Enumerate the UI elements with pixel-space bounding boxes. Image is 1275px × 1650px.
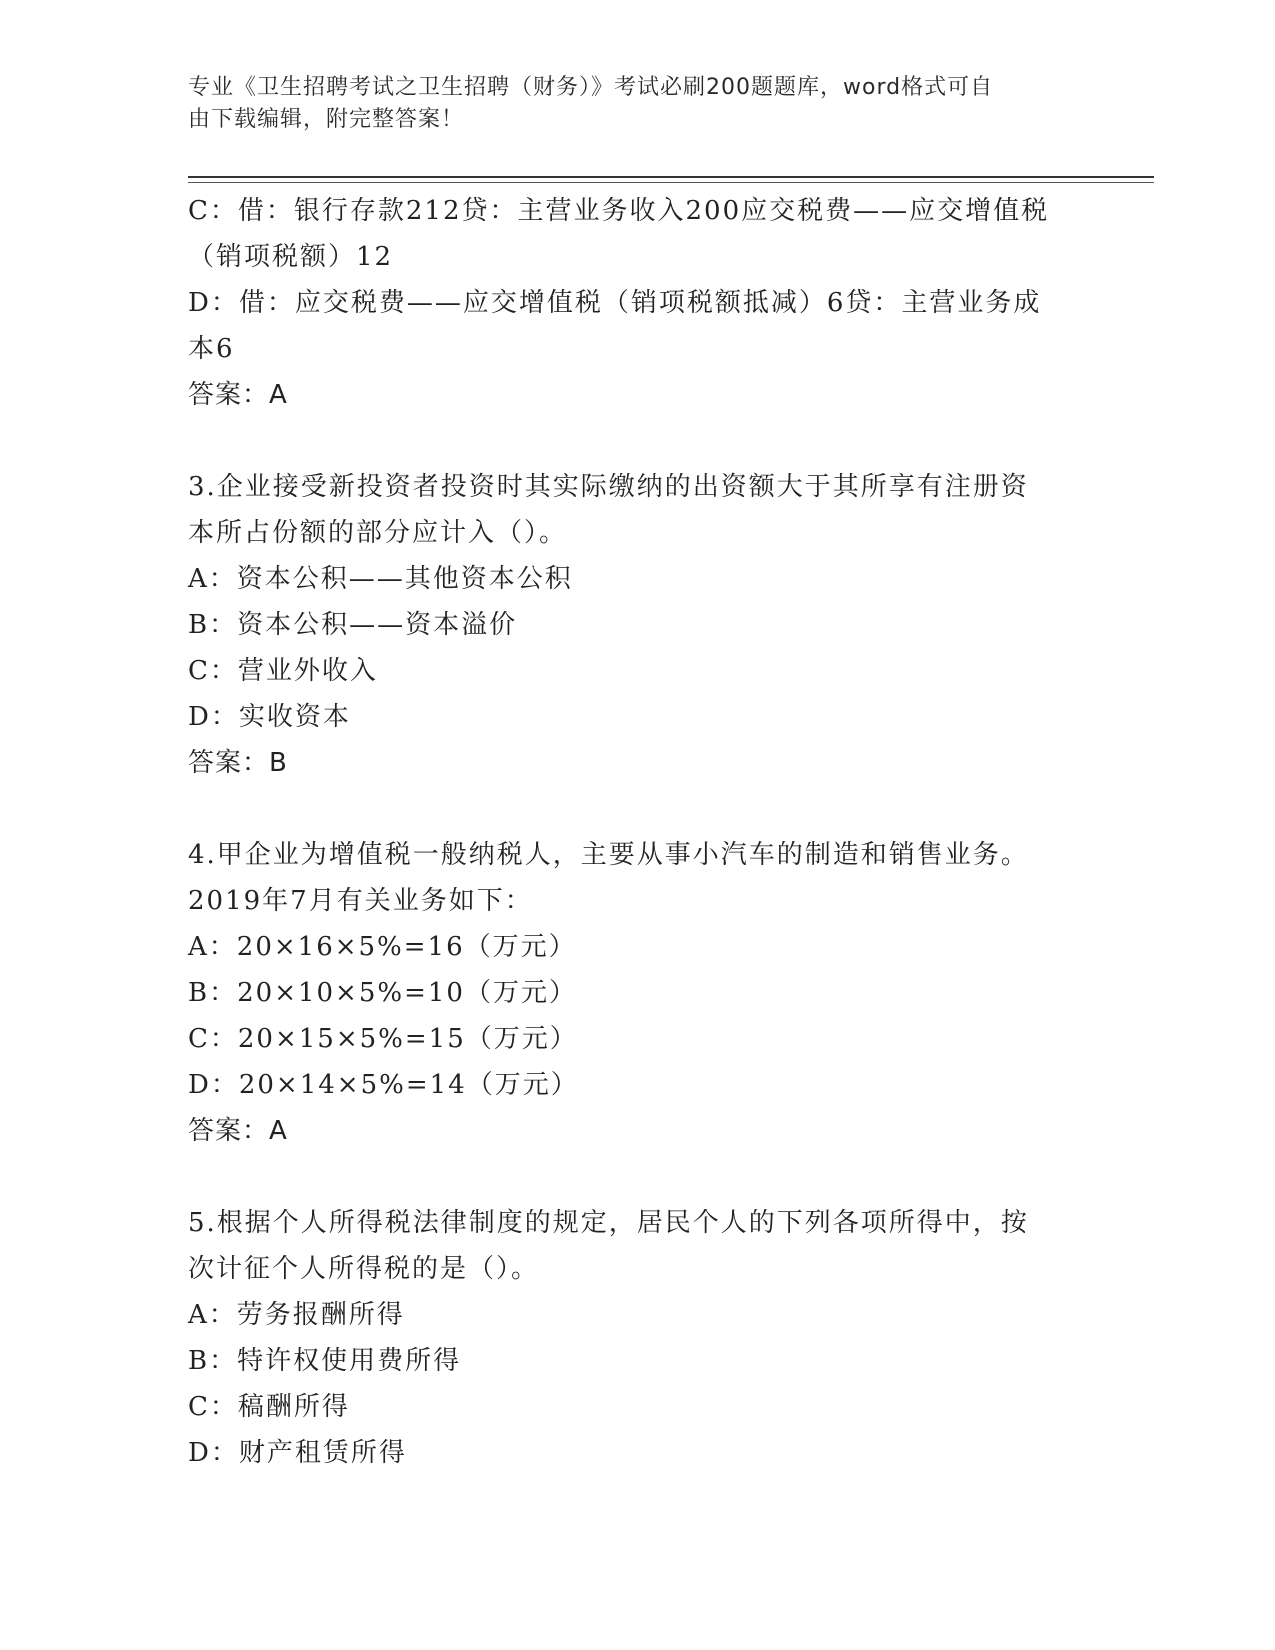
header-line-2: 由下载编辑，附完整答案！: [188, 107, 465, 132]
answer-label: 答案：B: [188, 748, 288, 778]
option-c-line-2: （销项税额）12: [188, 242, 394, 272]
header-divider-thick: [188, 176, 1154, 178]
option-c-line-1: C：借：银行存款212贷：主营业务收入200应交税费——应交增值税: [188, 196, 1050, 226]
question-4: [188, 832, 1078, 1154]
option-c: C：稿酬所得: [188, 1392, 350, 1422]
question-stem-line-2: 次计征个人所得税的是（）。: [188, 1254, 540, 1284]
option-b: B：20×10×5%=10（万元）: [188, 978, 577, 1008]
option-d-line-2: 本6: [188, 334, 235, 364]
answer-label: 答案：A: [188, 1116, 288, 1146]
option-a: A：20×16×5%=16（万元）: [188, 932, 577, 962]
option-d: D：实收资本: [188, 702, 351, 732]
question-content: [188, 188, 1078, 1476]
question-3: [188, 464, 1078, 786]
option-b: B：资本公积——资本溢价: [188, 610, 518, 640]
spacer: [188, 786, 1078, 832]
option-d: D：财产租赁所得: [188, 1438, 407, 1468]
header-line-1: 专业《卫生招聘考试之卫生招聘（财务）》考试必刷200题题库，word格式可自: [188, 75, 994, 100]
option-d-line-1: D：借：应交税费——应交增值税（销项税额抵减）6贷：主营业务成: [188, 288, 1042, 318]
option-a: A：劳务报酬所得: [188, 1300, 405, 1330]
option-c: C：20×15×5%=15（万元）: [188, 1024, 578, 1054]
prev-question: [188, 188, 1078, 418]
option-d: D：20×14×5%=14（万元）: [188, 1070, 579, 1100]
spacer: [188, 418, 1078, 464]
question-stem-line-1: 4.甲企业为增值税一般纳税人，主要从事小汽车的制造和销售业务。: [188, 840, 1029, 870]
option-b: B：特许权使用费所得: [188, 1346, 462, 1376]
question-stem-line-1: 3.企业接受新投资者投资时其实际缴纳的出资额大于其所享有注册资: [188, 472, 1029, 502]
question-stem-line-2: 2019年7月有关业务如下：: [188, 886, 533, 916]
spacer: [188, 1154, 1078, 1200]
option-c: C：营业外收入: [188, 656, 378, 686]
header-divider-thin: [188, 182, 1154, 183]
option-a: A：资本公积——其他资本公积: [188, 564, 573, 594]
document-header: [188, 72, 1068, 136]
question-5: [188, 1200, 1078, 1476]
question-stem-line-2: 本所占份额的部分应计入（）。: [188, 518, 568, 548]
answer-label: 答案：A: [188, 380, 288, 410]
question-stem-line-1: 5.根据个人所得税法律制度的规定，居民个人的下列各项所得中，按: [188, 1208, 1029, 1238]
